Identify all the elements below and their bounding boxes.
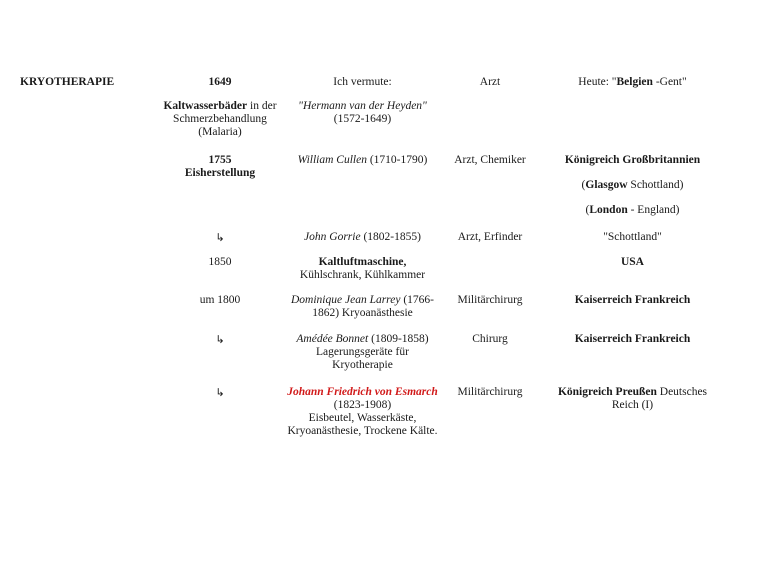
continuation-arrow-icon: ↳ <box>215 231 225 244</box>
person-dates: (1572-1649) <box>333 113 392 125</box>
row-period: 1649 <box>208 76 232 88</box>
place-rest: Deutsches Reich (I) <box>611 386 708 411</box>
row-person <box>285 231 440 244</box>
period-bold: Kaltwasserbäder <box>163 100 248 112</box>
row-person <box>285 386 440 438</box>
topic-heading: KRYOTHERAPIE <box>20 76 115 88</box>
continuation-arrow-icon: ↳ <box>215 333 225 346</box>
place-bold: Belgien <box>616 76 653 88</box>
continuation-arrow-icon: ↳ <box>215 386 225 399</box>
row-place: Königreich Großbritannien <box>564 154 701 166</box>
row-period: 1850 <box>208 256 232 268</box>
period: 1755 <box>208 154 232 166</box>
place-suffix: -Gent" <box>652 76 687 88</box>
row-profession: Militärchirurg <box>457 294 523 306</box>
row-place: USA <box>620 256 644 268</box>
person-dates: (1823-1908) <box>333 399 392 411</box>
period-rest: in der Schmerzbehandlung (Malaria) <box>173 100 277 138</box>
person-name: William Cullen <box>297 154 367 166</box>
row-place <box>550 386 715 412</box>
person-name: "Hermann van der Heyden" <box>298 100 427 112</box>
place-prefix: Heute: " <box>578 76 617 88</box>
row-place: "Schottland" <box>603 231 662 243</box>
invention-bold: Kaltluftmaschine, <box>318 256 407 268</box>
period-sub: Eisherstellung <box>184 167 256 179</box>
row-period <box>150 100 290 139</box>
row-profession: Militärchirurg <box>457 386 523 398</box>
row-person <box>285 154 440 167</box>
row-place-city: (Glasgow Schottland) <box>581 179 684 191</box>
row-person <box>285 100 440 126</box>
row-invention <box>285 256 440 282</box>
person-name: Amédée Bonnet <box>296 333 369 345</box>
row-profession: Arzt, Chemiker <box>454 154 526 166</box>
row-profession: Chirurg <box>472 333 508 345</box>
place-bold: Königreich Preußen <box>557 386 657 398</box>
row-place: Kaiserreich Frankreich <box>574 294 691 306</box>
place-city-bold: Glasgow <box>585 179 628 191</box>
row-place: Kaiserreich Frankreich <box>574 333 691 345</box>
row-person: Ich vermute: <box>333 76 392 88</box>
invention-rest: Kühlschrank, Kühlkammer <box>299 269 426 281</box>
row-place <box>550 76 715 89</box>
person-name: Johann Friedrich von Esmarch <box>287 386 438 398</box>
person-dates: (1710-1790) <box>366 154 428 166</box>
person-dates: (1802-1855) <box>360 231 421 243</box>
person-dates: (1766-1862) Kryoanästhesie <box>312 294 434 319</box>
row-profession: Arzt, Erfinder <box>457 231 523 243</box>
person-name: Dominique Jean Larrey <box>291 294 401 306</box>
row-profession: Arzt <box>479 76 501 88</box>
row-person <box>285 333 440 372</box>
row-period <box>150 154 290 180</box>
person-name: John Gorrie <box>304 231 361 243</box>
row-period: um 1800 <box>199 294 241 306</box>
place-city-rest: Schottland <box>627 179 680 191</box>
person-rest: Eisbeutel, Wasserkäste, Kryoanästhesie, Trockene Kälte. <box>287 412 438 437</box>
row-place-city: (London - England) <box>585 204 680 216</box>
row-person <box>285 294 440 320</box>
place-city-bold: London <box>589 204 628 216</box>
place-city-rest: - England <box>627 204 676 216</box>
person-dates: (1809-1858) Lagerungsgeräte für Kryotherapie <box>316 333 429 371</box>
